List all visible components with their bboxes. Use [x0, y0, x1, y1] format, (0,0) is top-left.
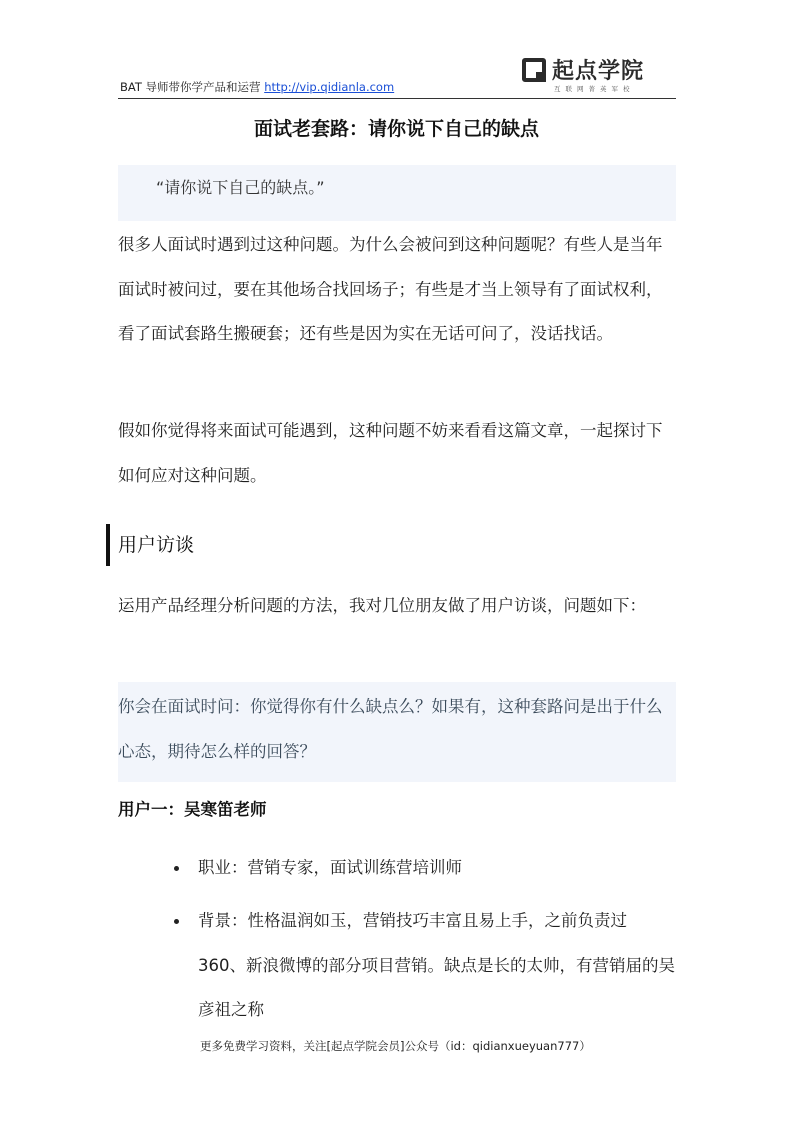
quote-text: “请你说下自己的缺点。”	[156, 178, 325, 197]
bullet-item-1: 职业：营销专家，面试训练营培训师	[198, 858, 462, 877]
logo-mark-icon	[522, 58, 546, 82]
logo-sub-text: 互联网菁英军校	[554, 85, 635, 93]
page-header	[118, 50, 676, 99]
bullet-item-2: 背景：性格温润如玉，营销技巧丰富且易上手，之前负责过 360、新浪微博的部分项目营销。缺点是长的太帅，有营销届的吴彦祖之称	[198, 911, 675, 1019]
section-marker	[106, 524, 110, 566]
user-heading: 用户一：吴寒笛老师	[118, 800, 267, 819]
header-tagline: BAT 导师带你学产品和运营	[120, 80, 265, 94]
header-link[interactable]: http://vip.qidianla.com	[264, 80, 395, 94]
bullet-dot-icon	[174, 919, 179, 924]
intro-paragraph-2: 假如你觉得将来面试可能遇到，这种问题不妨来看看这篇文章，一起探讨下如何应对这种问题。	[118, 421, 663, 485]
section-intro: 运用产品经理分析问题的方法，我对几位朋友做了用户访谈，问题如下：	[118, 596, 646, 615]
intro-paragraph-1: 很多人面试时遇到过这种问题。为什么会被问到这种问题呢？有些人是当年面试时被问过，要在其他场合找回场子；有些是才当上领导有了面试权利，看了面试套路生搬硬套；还有些是因为实在无话可问了，没话找话。	[118, 235, 663, 343]
highlight-question: 你会在面试时问：你觉得你有什么缺点么？如果有，这种套路问是出于什么心态，期待怎么样的回答？	[118, 697, 663, 761]
header-text	[120, 79, 394, 95]
quote-box	[118, 165, 676, 221]
logo-main-text: 起点学院	[552, 59, 645, 84]
section-title: 用户访谈	[118, 534, 195, 556]
page-footer: 更多免费学习资料，关注[起点学院会员]公众号（id：qidianxueyuan777）	[200, 1039, 591, 1053]
bullet-dot-icon	[174, 866, 179, 871]
article-title: 面试老套路：请你说下自己的缺点	[253, 118, 539, 140]
qidian-logo	[522, 56, 670, 96]
highlight-question-box	[118, 682, 676, 782]
